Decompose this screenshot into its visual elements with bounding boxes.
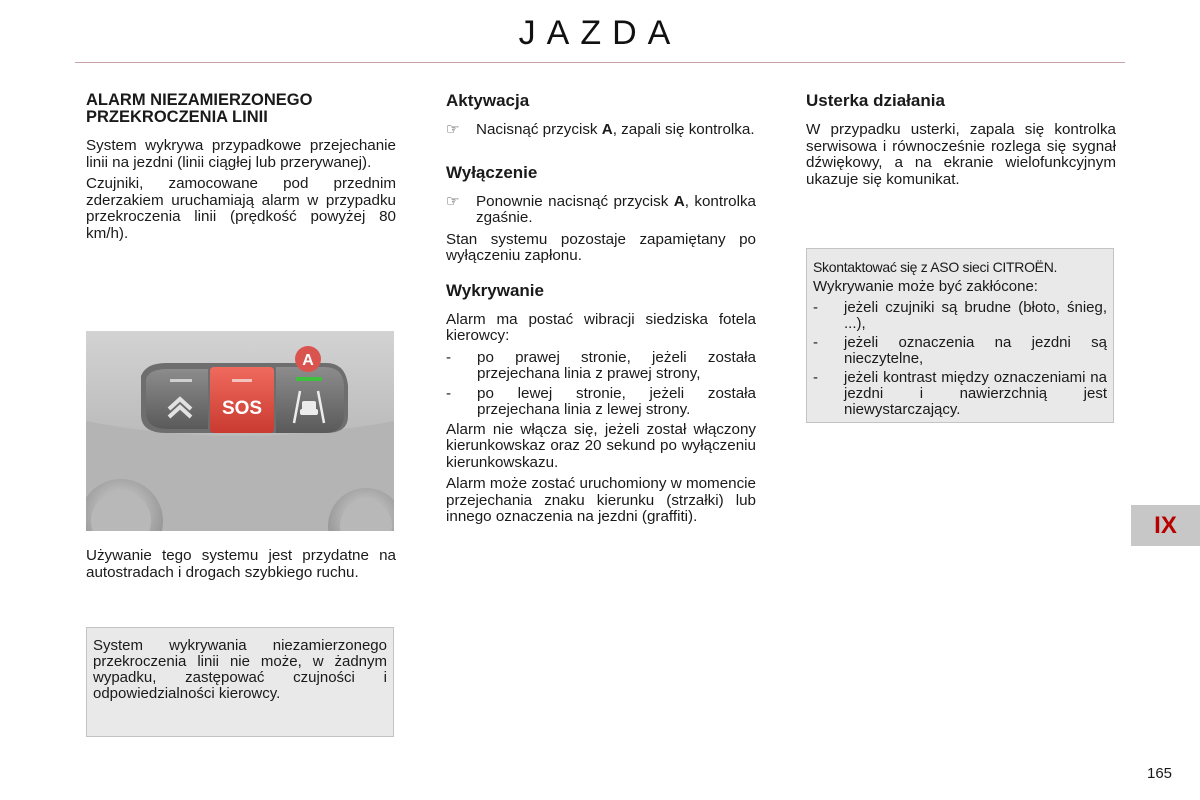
column-left — [86, 92, 396, 247]
disturbance-item: - jeżeli kontrast między oznaczeniami na jezdni i nawierzchnią jest niewystarczający. — [813, 369, 1107, 418]
indicator-paragraph: Alarm nie włącza się, jeżeli został włączony kierunkowskaz oraz 20 sekund po wyłączeniu kierunkowskazu. — [446, 420, 756, 471]
deactivation-step: ☞ Ponownie nacisnąć przycisk A, kontrolka zgaśnie. — [446, 192, 756, 226]
detection-item: - po lewej stronie, jeżeli została przejechana linia z lewej strony. — [446, 384, 756, 418]
button-a-reference: A — [673, 192, 685, 210]
lane-departure-button — [276, 367, 344, 433]
dash-marker: - — [446, 348, 452, 366]
sos-label: SOS — [221, 398, 263, 419]
page-number: 165 — [1147, 765, 1173, 782]
deactivation-heading: Wyłączenie — [446, 162, 538, 182]
detection-intro: Alarm ma postać wibracji siedziska fotela kierowcy: — [446, 310, 756, 344]
pointer-icon: ☞ — [446, 192, 460, 210]
detection-heading: Wykrywanie — [446, 280, 544, 300]
memory-paragraph: Stan systemu pozostaje zapamiętany po wyłączeniu zapłonu. — [446, 230, 756, 264]
warning-note-box — [86, 627, 394, 737]
sensors-paragraph: Czujniki, zamocowane pod przednim zderzakiem uruchamiają alarm w przypadku przekroczenia linii (prędkość powyżej 80 km/h). — [86, 175, 396, 242]
section-heading: ALARM NIEZAMIERZONEGO PRZEKROCZENIA LINII — [86, 91, 313, 126]
dash-marker: - — [813, 299, 818, 316]
column-left-lower — [86, 548, 396, 586]
detection-item: - po prawej stronie, jeżeli została przejechana linia z prawej strony, — [446, 348, 756, 382]
dash-marker: - — [813, 334, 818, 351]
fault-paragraph: W przypadku usterki, zapala się kontrolka serwisowa i równocześnie rozlega się sygnał dźwiękowy, a na ekranie wielofunkcyjnym ukazuje się komunikat. — [806, 121, 1116, 188]
warning-note-text: System wykrywania niezamierzonego przekroczenia linii nie może, w żadnym wypadku, zastępować czujności i odpowiedzialności kierowcy. — [93, 637, 387, 702]
lane-departure-indicator-light — [296, 377, 322, 381]
fault-heading: Usterka działania — [806, 91, 945, 110]
road-marking-paragraph: Alarm może zostać uruchomiony w momencie przejechania znaku kierunku (strzałki) lub innego oznaczenia na jezdni (graffiti). — [446, 475, 756, 525]
column-middle — [446, 92, 756, 531]
column-right — [806, 92, 1116, 193]
disturbance-item: - jeżeli czujniki są brudne (błoto, śnieg, ...), — [813, 299, 1107, 332]
activation-heading: Aktywacja — [446, 91, 530, 110]
intro-paragraph: System wykrywa przypadkowe przejechanie linii na jezdni (linii ciągłej lub przerywanej). — [86, 137, 396, 171]
disturbance-intro: Wykrywanie może być zakłócone: — [813, 278, 1038, 295]
disturbance-item: - jeżeli oznaczenia na jezdni są nieczytelne, — [813, 334, 1107, 367]
pointer-icon: ☞ — [446, 121, 460, 138]
activation-step: ☞ Nacisnąć przycisk A, zapali się kontrolka. — [446, 121, 755, 138]
header-rule — [75, 62, 1125, 63]
dash-marker: - — [446, 384, 452, 402]
button-panel-photo — [86, 331, 394, 531]
citroen-button — [146, 369, 208, 429]
usage-paragraph: Używanie tego systemu jest przydatne na autostradach i drogach szybkiego ruchu. — [86, 547, 396, 581]
dash-marker: - — [813, 369, 818, 386]
callout-a-label: A — [302, 352, 314, 369]
contact-aso-line: Skontaktować się z ASO sieci CITROËN. — [813, 259, 1058, 275]
page-title: JAZDA — [518, 14, 682, 52]
button-panel-illustration — [86, 331, 394, 531]
info-note-box — [806, 248, 1114, 423]
chapter-tab: IX — [1131, 505, 1200, 546]
button-a-reference: A — [601, 121, 613, 138]
